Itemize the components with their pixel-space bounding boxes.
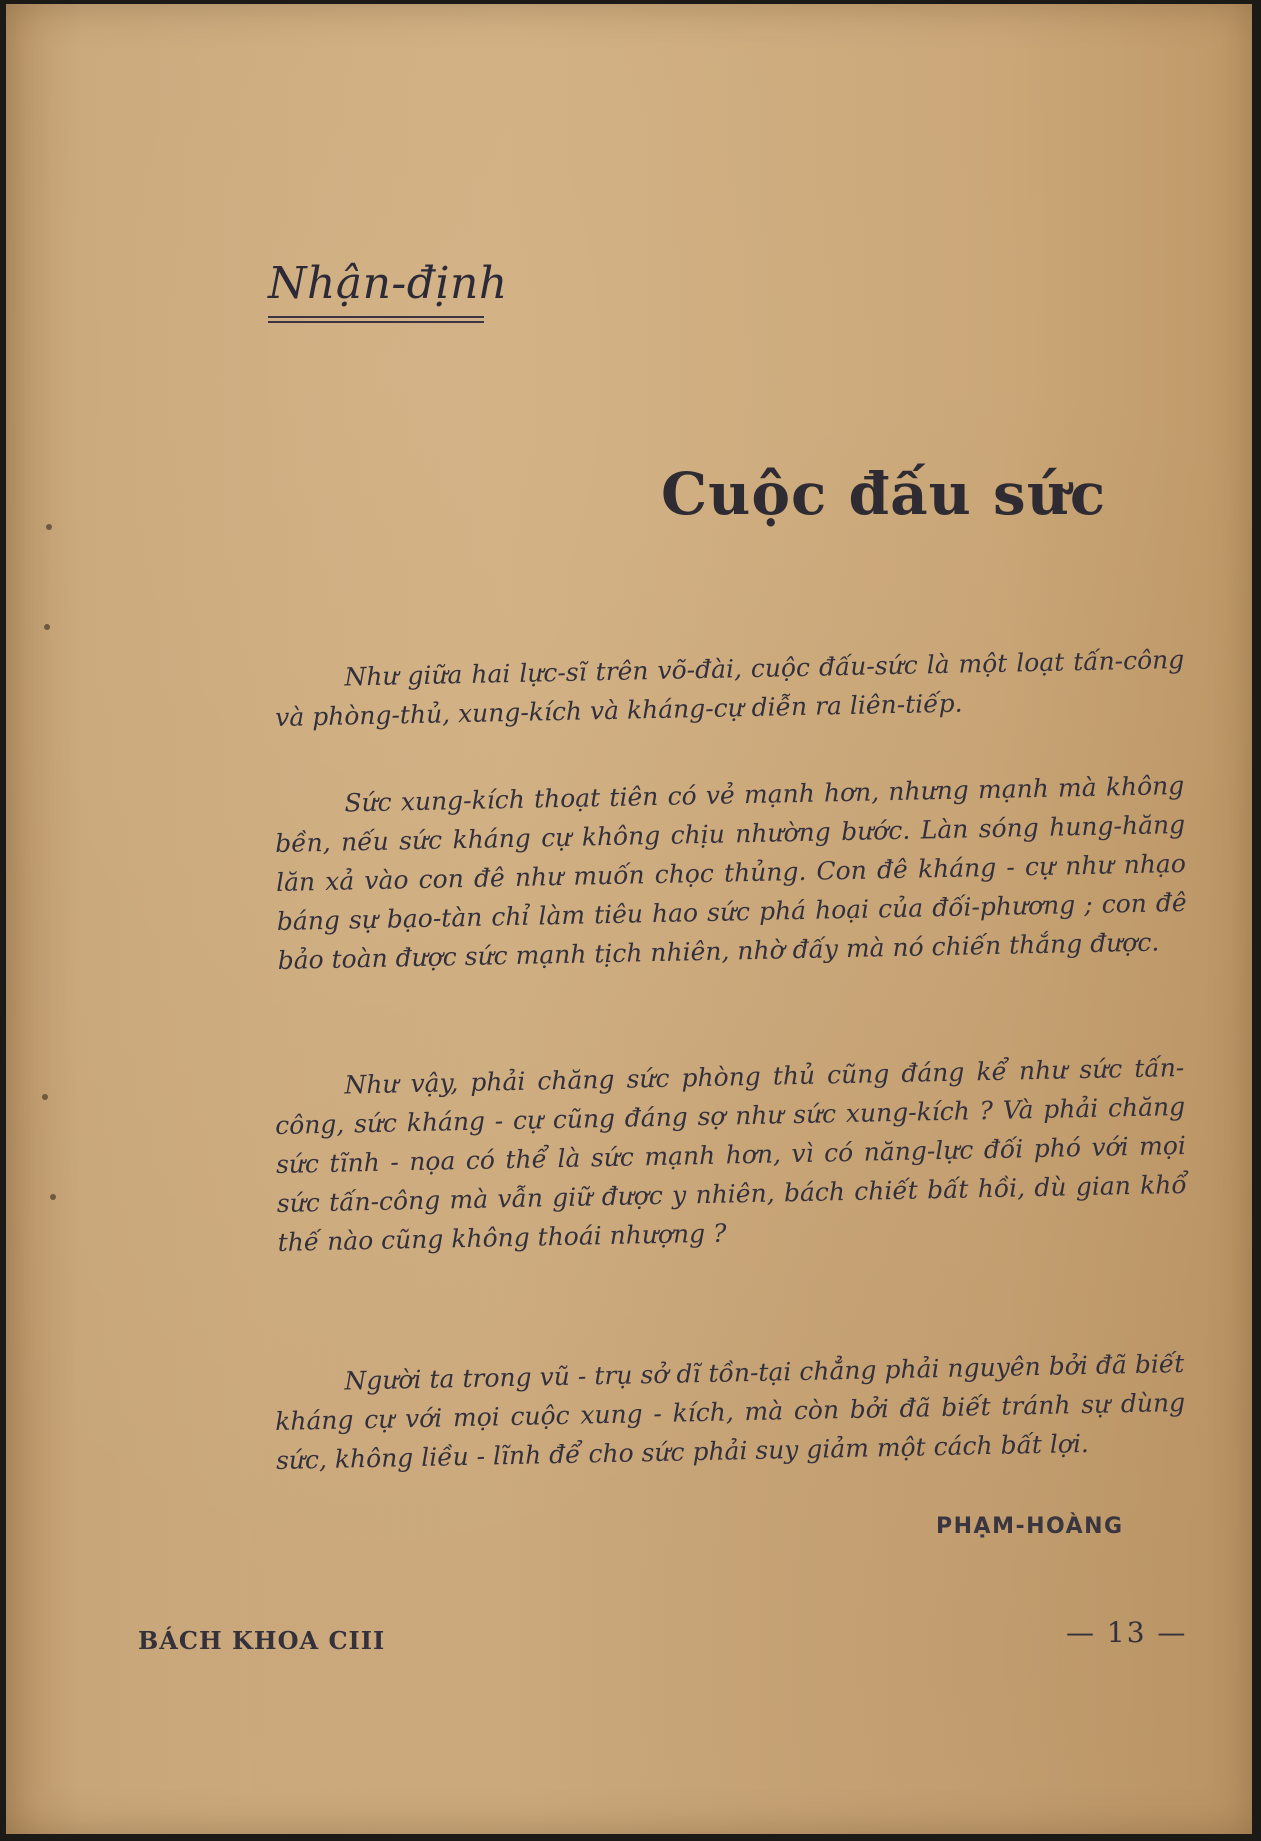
section-label: Nhận-định [268, 258, 508, 309]
document-page [6, 4, 1252, 1834]
author-signature: PHẠM-HOÀNG [936, 1514, 1124, 1539]
paper-speck [50, 1194, 56, 1200]
paragraph-3: Như vậy, phải chăng sức phòng thủ cũng đáng kể như sức tấn-công, sức kháng - cự cũng đáng sợ như sức xung-kích ? Và phải chăng sức tĩnh - nọa có thể là sức mạnh hơn, vì có năng-lực đối phó với mọi sức tấn-công mà vẫn giữ được y nhiên, bách chiết bất hồi, dù gian khổ thế nào cũng không thoái nhượng ? [274, 1052, 1187, 1257]
paragraph-1: Như giữa hai lực-sĩ trên võ-đài, cuộc đấu-sức là một loạt tấn-công và phòng-thủ, xung-kích và kháng-cự diễn ra liên-tiếp. [274, 644, 1185, 732]
article-title: Cuộc đấu sức [661, 460, 1107, 528]
paper-speck [46, 524, 52, 530]
paragraph-2: Sức xung-kích thoạt tiên có vẻ mạnh hơn, nhưng mạnh mà không bền, nếu sức kháng cự không chịu nhường bước. Làn sóng hung-hăng lăn xả vào con đê như muốn chọc thủng. Con đê kháng - cự như nhạo báng sự bạo-tàn chỉ làm tiêu hao sức phá hoại của đối-phương ; con đê bảo toàn được sức mạnh tịch nhiên, nhờ đấy mà nó chiến thắng được. [274, 770, 1187, 975]
section-underline [268, 316, 484, 323]
paper-speck [42, 1094, 48, 1100]
page-number: — 13 — [1066, 1616, 1188, 1649]
paper-speck [44, 624, 50, 630]
publication-name: BÁCH KHOA CIII [138, 1626, 386, 1655]
paragraph-4: Người ta trong vũ - trụ sở dĩ tồn-tại chẳng phải nguyên bởi đã biết kháng cự với mọi cuộc xung - kích, mà còn bởi đã biết tránh sự dùng sức, không liều - lĩnh để cho sức phải suy giảm một cách bất lợi. [274, 1348, 1186, 1475]
